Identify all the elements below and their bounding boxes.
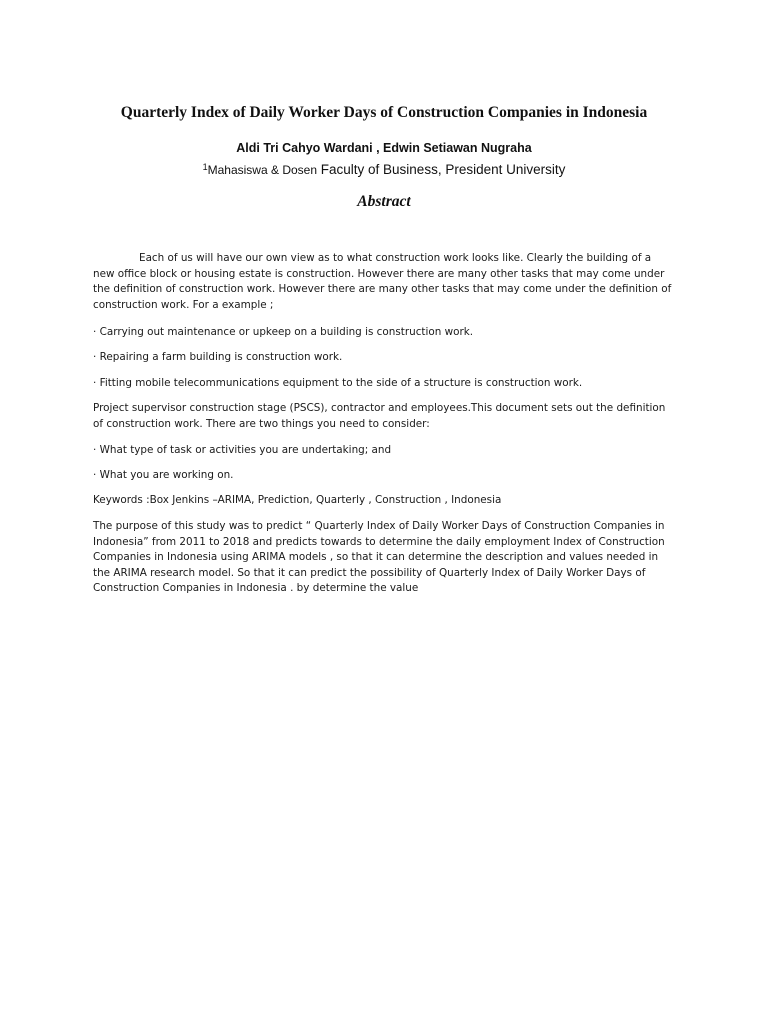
- paragraph-line: Each of us will have our own view as to what construction work looks like. Clearly the building of a: [139, 252, 652, 264]
- abstract-heading: Abstract: [357, 193, 411, 210]
- paper-title: Quarterly Index of Daily Worker Days of Construction Companies in Indonesia: [120, 104, 648, 121]
- paragraph-line: Construction Companies in Indonesia . by determine the value: [93, 582, 419, 595]
- bullet-maintenance: · Carrying out maintenance or upkeep on a building is construction work.: [93, 326, 474, 338]
- paragraph-line: the ARIMA research model. So that it can predict the possibility of Quarterly Index of Daily Worker Days of: [93, 566, 646, 579]
- intro-paragraph: [93, 251, 681, 313]
- paragraph-line: Indonesia” from 2011 to 2018 and predicts towards to determine the daily employment Index of Construction: [93, 535, 665, 548]
- paragraph-line: the definition of construction work. However there are many other tasks that may come under the definition of: [93, 283, 672, 296]
- paragraph-line: of construction work. There are two things you need to consider:: [93, 417, 430, 430]
- bullet-working-on: · What you are working on.: [93, 469, 234, 481]
- paragraph-line: Project supervisor construction stage (PSCS), contractor and employees.This document sets out the definition: [93, 402, 666, 414]
- affiliation-mark: 1: [202, 162, 208, 172]
- project-paragraph: [93, 401, 681, 432]
- paragraph-line: Companies in Indonesia using ARIMA models , so that it can determine the description and values needed in: [93, 551, 659, 564]
- bullet-farm-building: · Repairing a farm building is construction work.: [93, 351, 343, 363]
- affiliation-role: Mahasiswa & Dosen: [207, 163, 318, 177]
- affiliation-org: Faculty of Business, President University: [317, 162, 566, 177]
- paper-affiliation: [40, 158, 728, 179]
- paragraph-line: new office block or housing estate is construction. However there are many other tasks that may come under: [93, 267, 665, 280]
- purpose-paragraph: [93, 519, 681, 597]
- bullet-telecom: · Fitting mobile telecommunications equipment to the side of a structure is construction work.: [93, 377, 583, 389]
- keywords-line: Keywords :Box Jenkins –ARIMA, Prediction, Quarterly , Construction , Indonesia: [93, 494, 502, 506]
- paper-authors: Aldi Tri Cahyo Wardani , Edwin Setiawan Nugraha: [236, 141, 532, 155]
- bullet-task-type: · What type of task or activities you are undertaking; and: [93, 444, 392, 456]
- paragraph-line: The purpose of this study was to predict “ Quarterly Index of Daily Worker Days of Construction Companies in: [93, 520, 665, 532]
- paragraph-line: construction work. For a example ;: [93, 298, 274, 311]
